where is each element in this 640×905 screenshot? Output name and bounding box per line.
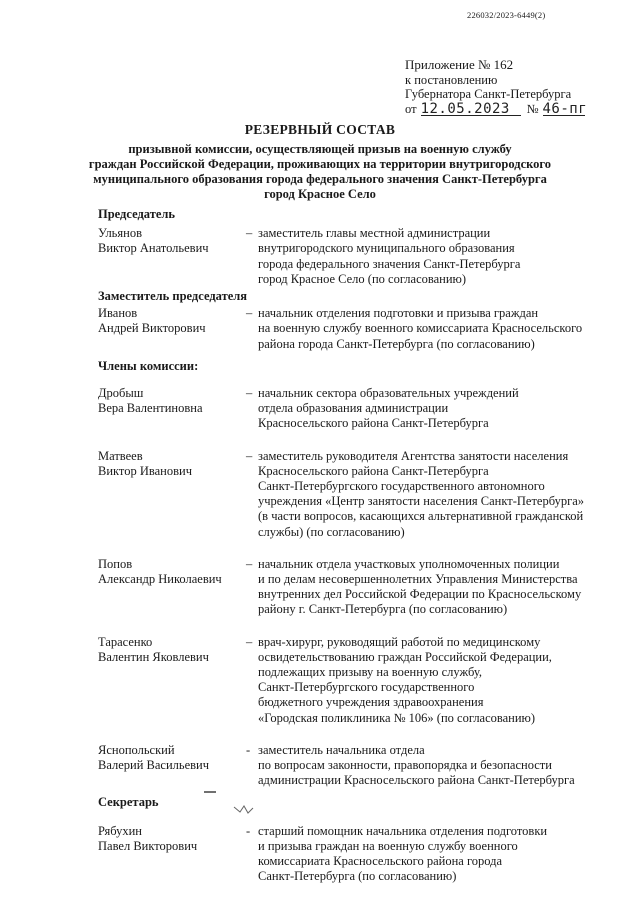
role-line: начальник сектора образовательных учреждений: [258, 386, 519, 401]
role-line: «Городская поликлиника № 106» (по согласованию): [258, 710, 536, 725]
member-dash: –: [246, 306, 253, 321]
document-number: 226032/2023-6449(2): [467, 10, 546, 20]
role-line: и по делам несовершеннолетних Управления Министерства: [258, 572, 578, 587]
scan-mark-line: [182, 787, 222, 797]
member-given-name: Виктор Анатольевич: [98, 241, 209, 256]
member-role: [258, 743, 628, 789]
member-given-name: Валентин Яковлевич: [98, 649, 209, 664]
member-chair: [98, 226, 628, 287]
heading-subtitle-line: граждан Российской Федерации, проживающих на территории внутригородского: [88, 157, 552, 171]
member-person: [98, 743, 246, 789]
appendix-block: [405, 58, 630, 116]
role-line: бюджетного учреждения здравоохранения: [258, 695, 484, 710]
member-role: [258, 386, 628, 432]
member-given-name: Андрей Викторович: [98, 321, 206, 336]
member-role: [258, 306, 628, 352]
role-line: старший помощник начальника отделения подготовки: [258, 823, 548, 838]
role-line: Санкт-Петербурга (по согласованию): [258, 869, 457, 884]
role-line: отдела образования администрации: [258, 401, 449, 416]
role-line: комиссариата Красносельского района города: [258, 854, 503, 869]
appendix-title: Приложение № 162: [405, 57, 514, 72]
role-line: Красносельского района Санкт-Петербурга: [258, 463, 489, 478]
role-line: Санкт-Петербургского государственного: [258, 680, 475, 695]
member-dash: –: [246, 634, 253, 649]
member-person: [98, 306, 246, 352]
section-secretary: Секретарь: [98, 794, 159, 809]
member-surname: Дробыш: [98, 386, 144, 401]
member-dash: –: [246, 556, 253, 571]
member-dash: –: [246, 386, 253, 401]
role-line: внутригородского муниципального образования: [258, 241, 515, 256]
appendix-date-line: [405, 102, 630, 117]
role-line: освидетельствованию граждан Российской Федерации,: [258, 649, 552, 664]
role-line: по вопросам законности, правопорядка и безопасности: [258, 758, 552, 773]
member-dash: -: [246, 823, 251, 838]
appendix-line-1: к постановлению: [405, 72, 498, 87]
heading-subtitle-line: призывной комиссии, осуществляющей призыв на военную службу: [128, 142, 512, 156]
role-line: Красносельского района Санкт-Петербурга: [258, 416, 489, 431]
member-role: [258, 226, 628, 287]
member-5: [98, 743, 628, 789]
member-given-name: Виктор Иванович: [98, 463, 192, 478]
member-2: [98, 449, 628, 540]
member-3: [98, 557, 628, 618]
heading-subtitle: [0, 142, 640, 202]
member-surname: Попов: [98, 556, 133, 571]
member-given-name: Александр Николаевич: [98, 572, 222, 587]
member-role: [258, 449, 628, 540]
heading-subtitle-line: город Красное Село: [264, 187, 376, 201]
role-line: города федерального значения Санкт-Петербурга: [258, 256, 521, 271]
member-surname: Рябухин: [98, 823, 142, 838]
handwritten-date: 12.05.2023: [421, 103, 521, 116]
member-deputy: [98, 306, 628, 352]
role-line: заместитель главы местной администрации: [258, 226, 491, 241]
member-person: [98, 824, 246, 885]
member-surname: Тарасенко: [98, 634, 153, 649]
role-line: врач-хирург, руководящий работой по медицинскому: [258, 634, 541, 649]
member-dash: -: [246, 742, 251, 757]
date-prefix: от: [405, 101, 417, 116]
member-person: [98, 449, 246, 540]
member-surname: Иванов: [98, 306, 138, 321]
section-members: Члены комиссии:: [98, 358, 199, 373]
section-deputy: Заместитель председателя: [98, 289, 248, 304]
member-surname: Матвеев: [98, 448, 143, 463]
member-role: [258, 557, 628, 618]
role-line: заместитель начальника отдела: [258, 742, 425, 757]
member-given-name: Вера Валентиновна: [98, 401, 203, 416]
member-person: [98, 557, 246, 618]
member-dash: –: [246, 448, 253, 463]
role-line: района города Санкт-Петербурга (по согласованию): [258, 336, 535, 351]
member-4: [98, 635, 628, 726]
role-line: начальник отделения подготовки и призыва граждан: [258, 306, 539, 321]
role-line: город Красное Село (по согласованию): [258, 271, 467, 286]
member-person: [98, 226, 246, 287]
member-secretary: [98, 824, 628, 885]
role-line: учреждения «Центр занятости населения Санкт-Петербурга»: [258, 494, 585, 509]
member-1: [98, 386, 628, 432]
role-line: подлежащих призыву на военную службу,: [258, 665, 482, 680]
document-heading: [0, 122, 640, 202]
appendix-line-2: Губернатора Санкт-Петербурга: [405, 87, 572, 102]
scan-mark-squiggle: [232, 803, 256, 817]
role-line: заместитель руководителя Агентства занятости населения: [258, 448, 569, 463]
role-line: на военную службу военного комиссариата Красносельского: [258, 321, 583, 336]
member-given-name: Валерий Васильевич: [98, 758, 210, 773]
member-role: [258, 635, 628, 726]
role-line: району г. Санкт-Петербурга (по согласованию): [258, 602, 508, 617]
role-line: начальник отдела участковых уполномоченных полиции: [258, 556, 560, 571]
role-line: внутренних дел Российской Федерации по Красносельскому: [258, 587, 582, 602]
member-role: [258, 824, 628, 885]
role-line: (в части вопросов, касающихся альтернативной гражданской: [258, 509, 584, 524]
member-surname: Ульянов: [98, 226, 142, 241]
role-line: службы) (по согласованию): [258, 524, 405, 539]
section-chair: Председатель: [98, 207, 176, 221]
role-line: администрации Красносельского района Санкт-Петербурга: [258, 773, 575, 788]
member-person: [98, 386, 246, 432]
member-person: [98, 635, 246, 726]
role-line: Санкт-Петербургского государственного автономного: [258, 479, 545, 494]
heading-title: РЕЗЕРВНЫЙ СОСТАВ: [244, 122, 396, 137]
number-label: №: [526, 101, 539, 116]
handwritten-number: 46-пг: [542, 100, 588, 117]
role-line: и призыва граждан на военную службу военного: [258, 838, 518, 853]
roster-list: [98, 207, 628, 885]
member-surname: Яснопольский: [98, 742, 175, 757]
heading-subtitle-line: муниципального образования города федерального значения Санкт-Петербурга: [93, 172, 547, 186]
member-dash: –: [246, 226, 253, 241]
member-given-name: Павел Викторович: [98, 838, 198, 853]
